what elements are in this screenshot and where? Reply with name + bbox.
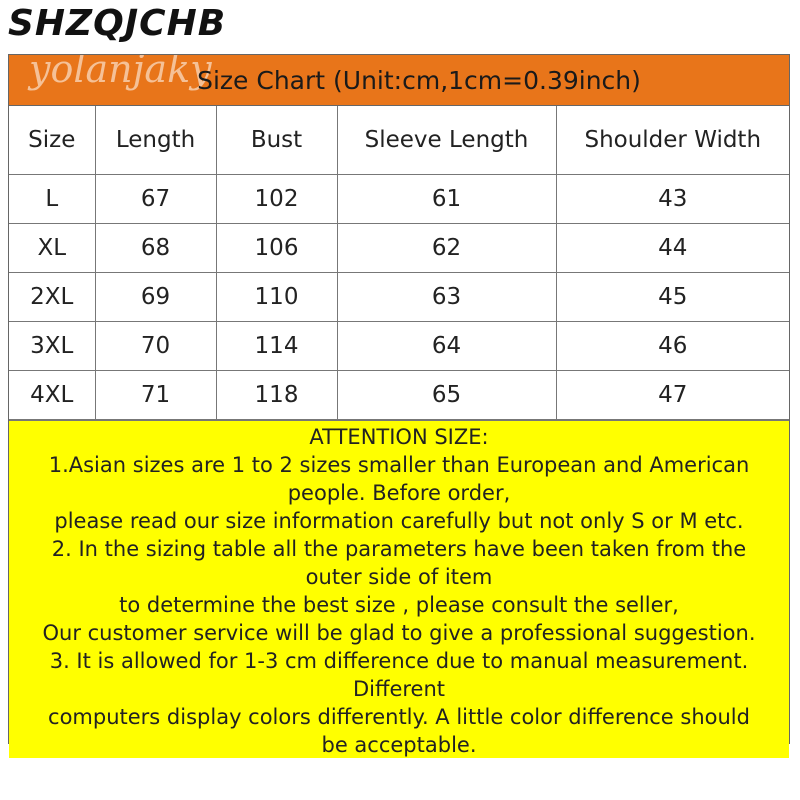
notes-line: Our customer service will be glad to give a professional suggestion. — [42, 621, 756, 645]
notes-line: 2. In the sizing table all the parameters have been taken from the — [51, 537, 747, 561]
notes-line: Different — [352, 677, 446, 701]
header-cell-length: Length — [95, 106, 216, 175]
header-cell-shoulder-width: Shoulder Width — [556, 106, 789, 175]
table-cell: 46 — [556, 322, 789, 371]
table-cell: 3XL — [9, 322, 95, 371]
notes-line: computers display colors differently. A little color difference should — [48, 705, 750, 729]
notes-line: 3. It is allowed for 1-3 cm difference due to manual measurement. — [49, 649, 749, 673]
table-cell: 69 — [95, 273, 216, 322]
table-cell: 70 — [95, 322, 216, 371]
table-cell: 43 — [556, 175, 789, 224]
notes-line: 1.Asian sizes are 1 to 2 sizes smaller than European and American — [48, 453, 750, 477]
table-cell: 64 — [337, 322, 556, 371]
size-table — [9, 106, 789, 420]
table-cell: 118 — [216, 371, 337, 420]
notes-line: to determine the best size , please consult the seller, — [119, 593, 679, 617]
table-cell: 62 — [337, 224, 556, 273]
table-cell: 71 — [95, 371, 216, 420]
table-cell: 68 — [95, 224, 216, 273]
watermark-logo: yolanjaky — [29, 55, 212, 91]
notes-heading: ATTENTION SIZE: — [309, 425, 489, 449]
table-row — [9, 175, 789, 224]
size-chart — [8, 54, 790, 757]
table-row — [9, 371, 789, 420]
header-cell-bust: Bust — [216, 106, 337, 175]
table-cell: 2XL — [9, 273, 95, 322]
table-cell: 45 — [556, 273, 789, 322]
notes-line: be acceptable. — [321, 733, 477, 757]
table-cell: 110 — [216, 273, 337, 322]
table-header-row — [9, 106, 789, 175]
notes-line: please read our size information carefully but not only S or M etc. — [54, 509, 744, 533]
notes-line: outer side of item — [305, 565, 493, 589]
table-cell: 114 — [216, 322, 337, 371]
title-bar — [9, 55, 789, 106]
header-cell-size: Size — [9, 106, 95, 175]
table-cell: 67 — [95, 175, 216, 224]
chart-title: Size Chart (Unit:cm,1cm=0.39inch) — [197, 65, 641, 95]
table-cell: 4XL — [9, 371, 95, 420]
table-row — [9, 322, 789, 371]
table-cell: 65 — [337, 371, 556, 420]
table-cell: 47 — [556, 371, 789, 420]
table-cell: L — [9, 175, 95, 224]
table-cell: 61 — [337, 175, 556, 224]
table-cell: 106 — [216, 224, 337, 273]
header-cell-sleeve-length: Sleeve Length — [337, 106, 556, 175]
notes-line: people. Before order, — [287, 481, 511, 505]
table-cell: 44 — [556, 224, 789, 273]
table-cell: 102 — [216, 175, 337, 224]
table-cell: 63 — [337, 273, 556, 322]
table-row — [9, 273, 789, 322]
table-row — [9, 224, 789, 273]
brand-logo-text: SHZQJCHB — [8, 3, 227, 44]
table-cell: XL — [9, 224, 95, 273]
attention-notes — [9, 420, 789, 758]
